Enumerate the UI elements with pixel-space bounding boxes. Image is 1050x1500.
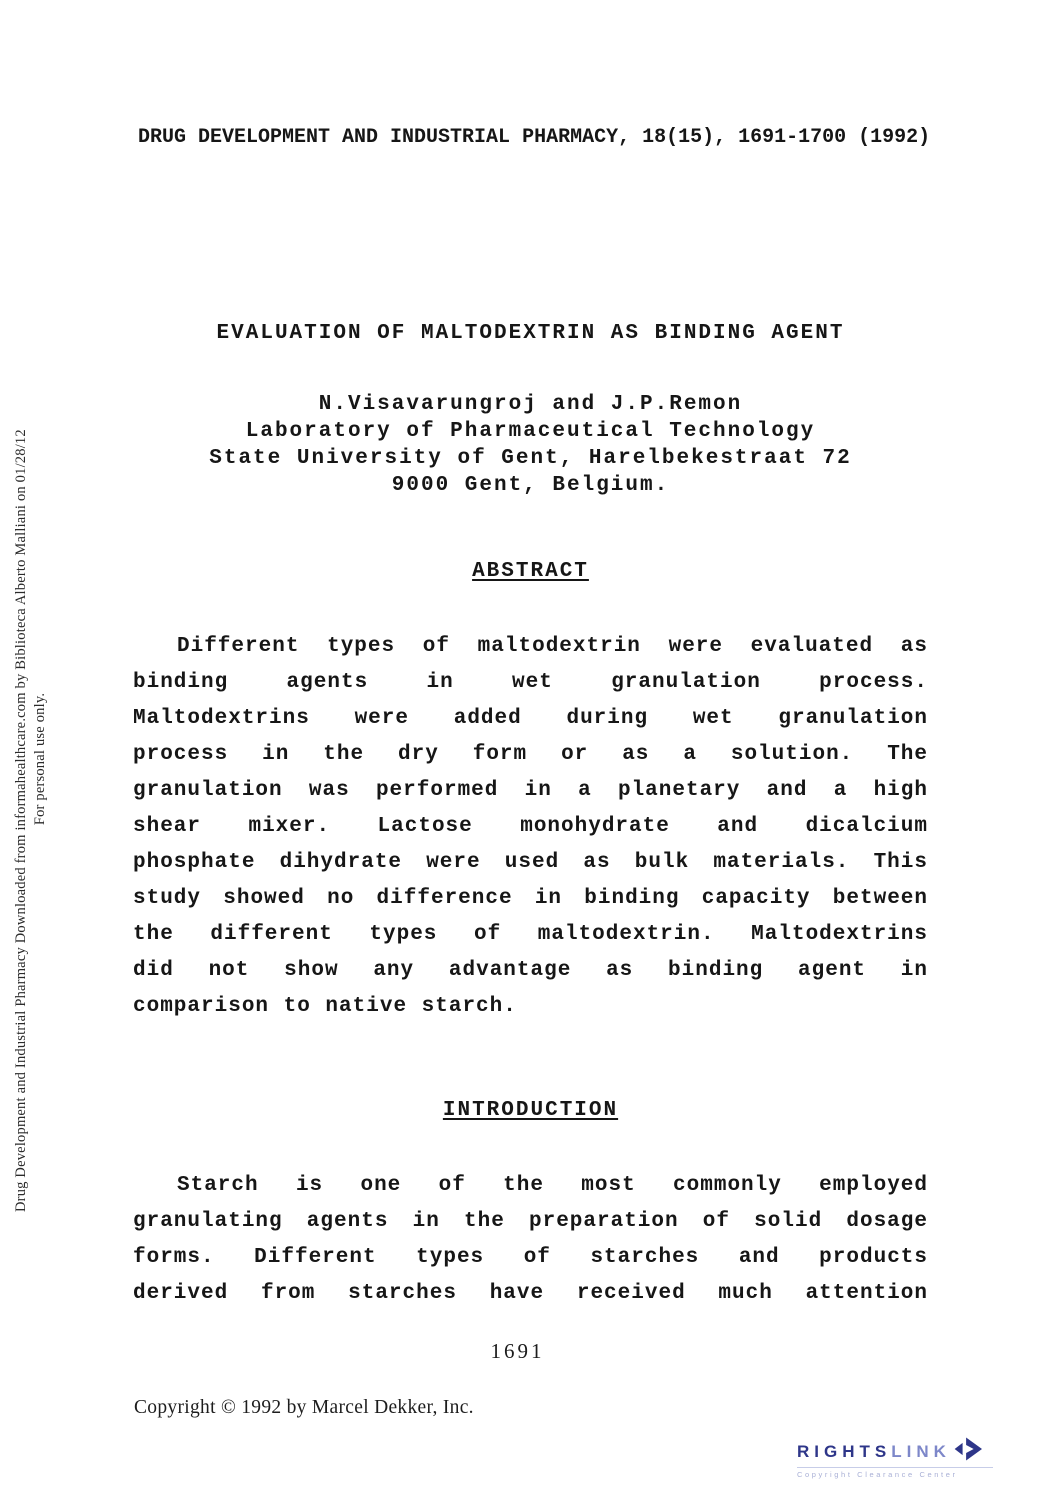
text-line: phosphate dihydrate were used as bulk materials. This bbox=[133, 851, 928, 874]
text-line: Different types of maltodextrin were evaluated as bbox=[177, 635, 928, 658]
rightslink-logo[interactable] bbox=[797, 1437, 1035, 1479]
journal-citation-header: DRUG DEVELOPMENT AND INDUSTRIAL PHARMACY, 18(15), 1691-1700 (1992) bbox=[138, 126, 931, 149]
rightslink-rights-text: RIGHTS bbox=[797, 1441, 892, 1461]
text-line: the different types of maltodextrin. Maltodextrins bbox=[133, 923, 928, 946]
text-line: granulation was performed in a planetary and a high bbox=[133, 779, 928, 802]
text-line: State University of Gent, Harelbekestraat 72 bbox=[209, 447, 852, 470]
library-stamp-line2: For personal use only. bbox=[32, 692, 48, 826]
abstract-heading: ABSTRACT bbox=[472, 560, 589, 583]
text-line: Laboratory of Pharmaceutical Technology bbox=[245, 420, 816, 443]
text-line: Starch is one of the most commonly employed bbox=[177, 1174, 928, 1197]
rightslink-wordmark bbox=[797, 1437, 1035, 1466]
authors: N.Visavarungroj and J.P.Remon bbox=[318, 393, 743, 416]
introduction-heading: INTRODUCTION bbox=[442, 1099, 619, 1122]
text-line: forms. Different types of starches and products bbox=[133, 1246, 928, 1269]
library-stamp-line1: Drug Development and Industrial Pharmacy Downloaded from informahealthcare.com by Biblioteca Alberto Malliani on 01/28/12 bbox=[13, 429, 29, 1212]
abstract-paragraph bbox=[133, 630, 928, 1026]
rightslink-subtext: Copyright Clearance Center bbox=[797, 1467, 993, 1479]
affiliation-lines bbox=[133, 418, 928, 499]
rightslink-link-text: LINK bbox=[891, 1441, 951, 1461]
text-line: binding agents in wet granulation process. bbox=[133, 671, 928, 694]
text-line: study showed no difference in binding capacity between bbox=[133, 887, 928, 910]
text-line: shear mixer. Lactose monohydrate and dicalcium bbox=[133, 815, 928, 838]
text-line: did not show any advantage as binding agent in bbox=[133, 959, 928, 982]
text-line: process in the dry form or as a solution. The bbox=[133, 743, 928, 766]
text-line: granulating agents in the preparation of solid dosage bbox=[133, 1210, 928, 1233]
text-line: Maltodextrins were added during wet granulation bbox=[133, 707, 928, 730]
library-stamp bbox=[12, 306, 50, 1212]
page-number: 1691 bbox=[490, 1339, 545, 1363]
text-line: 9000 Gent, Belgium. bbox=[391, 474, 670, 497]
byline-block bbox=[133, 391, 928, 499]
rightslink-arrow-icon bbox=[952, 1437, 982, 1466]
introduction-paragraph bbox=[133, 1169, 928, 1313]
paper-title: EVALUATION OF MALTODEXTRIN AS BINDING AGENT bbox=[216, 322, 845, 345]
text-line: derived from starches have received much attention bbox=[133, 1282, 928, 1305]
text-line: comparison to native starch. bbox=[133, 995, 517, 1018]
copyright-notice: Copyright © 1992 by Marcel Dekker, Inc. bbox=[134, 1397, 474, 1418]
